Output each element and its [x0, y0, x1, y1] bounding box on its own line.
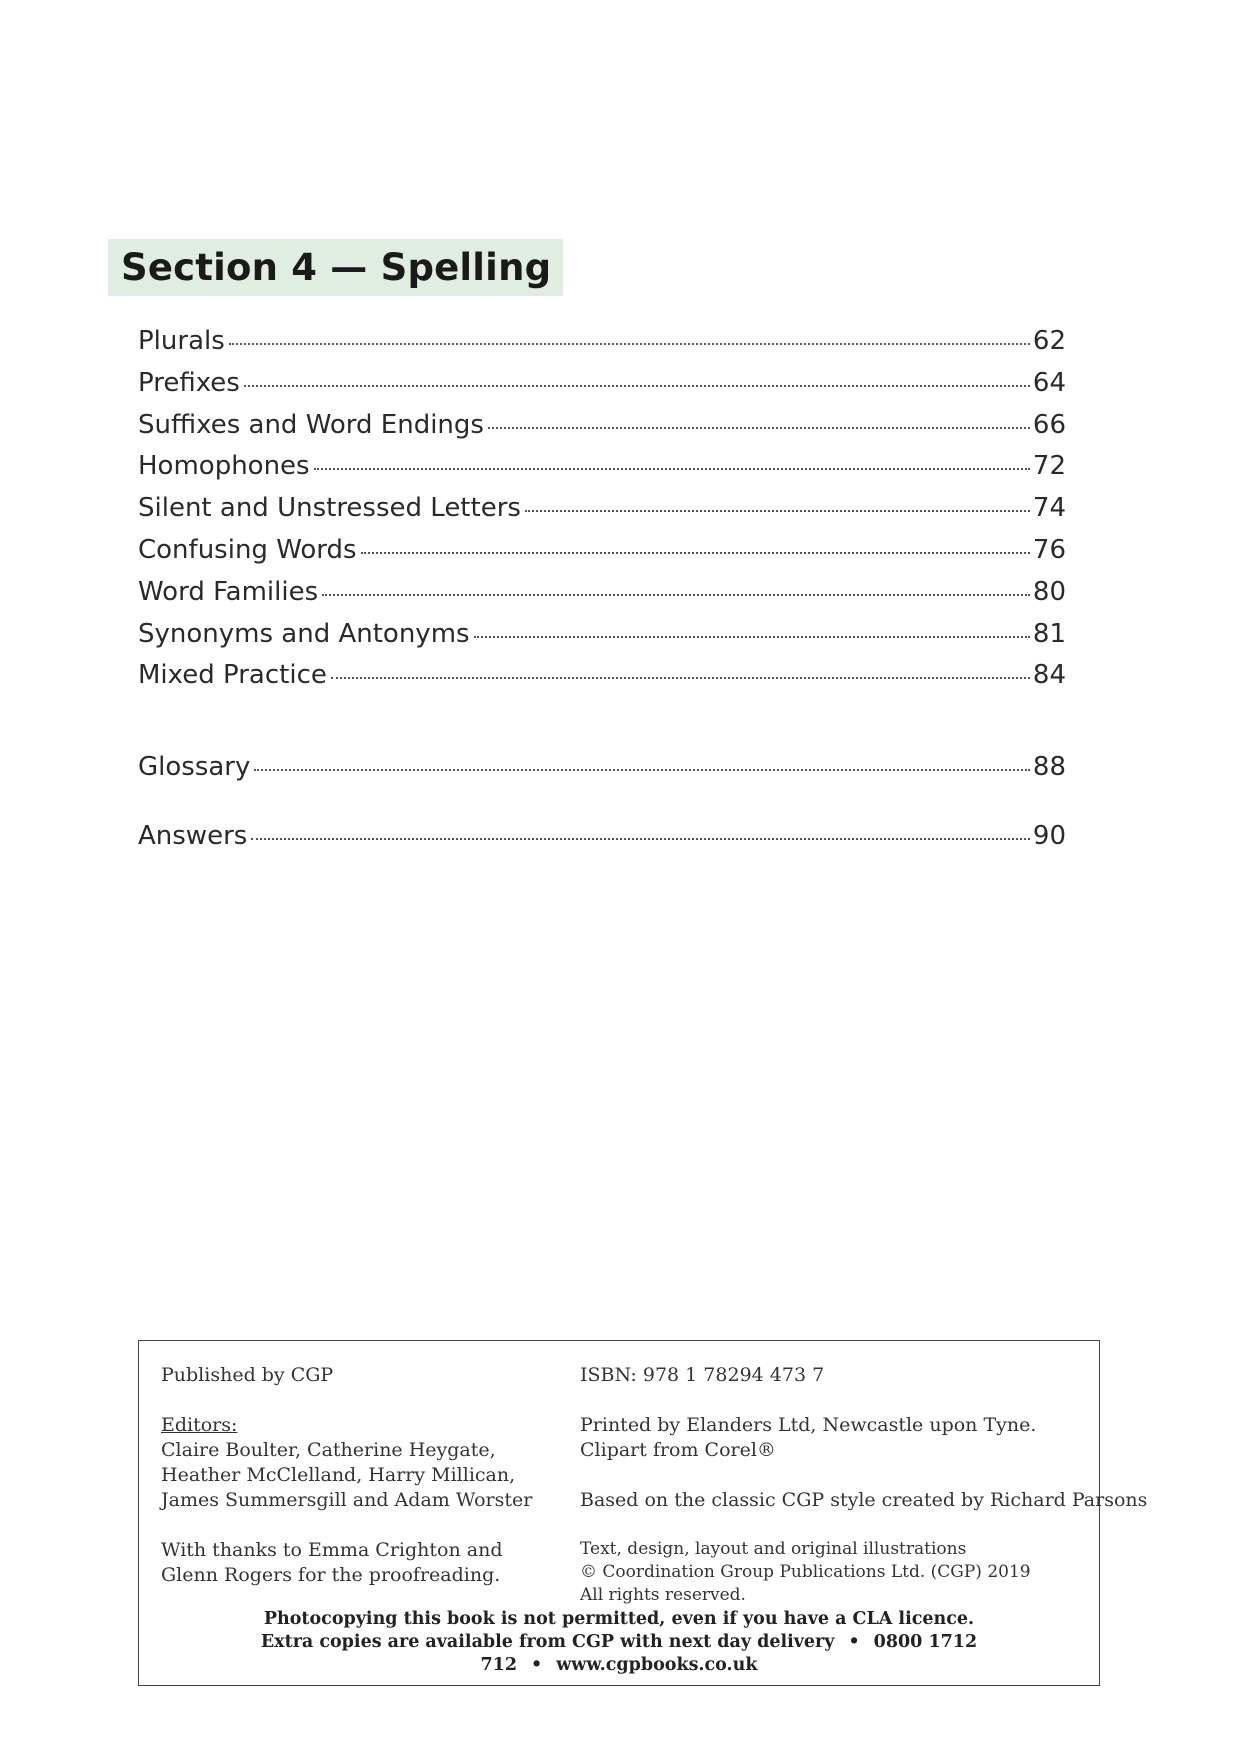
website-link[interactable]: www.cgpbooks.co.uk	[556, 1655, 758, 1675]
toc-entry-label: Answers	[138, 821, 248, 851]
photocopy-notice: Photocopying this book is not permitted, even if you have a CLA licence.	[263, 1609, 975, 1629]
toc-entry-confusing-words[interactable]	[138, 535, 1066, 577]
toc-entry-word-families[interactable]	[138, 577, 1066, 619]
imprint-right-column	[580, 1363, 1148, 1632]
dot-leader	[474, 636, 1030, 638]
dot-leader	[488, 427, 1030, 429]
isbn: ISBN: 978 1 78294 473 7	[580, 1364, 825, 1386]
isbn-block	[580, 1363, 1090, 1388]
toc-entry-page: 90	[1032, 821, 1066, 851]
imprint-footer	[139, 1608, 1099, 1677]
bullet-separator: •	[848, 1632, 860, 1652]
clipart-credit: Clipart from Corel®	[580, 1439, 776, 1461]
toc-entry-page: 72	[1032, 451, 1066, 482]
publisher-line	[161, 1363, 561, 1388]
editors-line: James Summersgill and Adam Worster	[161, 1489, 533, 1511]
order-line	[139, 1631, 1099, 1677]
toc-entry-plurals[interactable]	[138, 326, 1066, 368]
phone-number: 0800 1712 712	[480, 1632, 978, 1675]
thanks-block	[161, 1538, 561, 1588]
extra-copies-text: Extra copies are available from CGP with next day delivery	[260, 1632, 835, 1652]
toc-entry-label: Word Families	[138, 576, 319, 607]
imprint-box	[138, 1340, 1148, 1686]
toc-entry-suffixes[interactable]	[138, 410, 1066, 452]
dot-leader	[322, 594, 1030, 596]
printer-block	[580, 1413, 1090, 1463]
toc-entry-answers[interactable]	[138, 821, 1066, 863]
toc-entry-page: 80	[1032, 576, 1066, 607]
dot-leader	[361, 552, 1030, 554]
toc-entry-prefixes[interactable]	[138, 368, 1066, 410]
toc-entry-label: Prefixes	[138, 367, 240, 398]
copyright-block	[580, 1538, 1090, 1607]
toc-entry-label: Confusing Words	[138, 534, 357, 565]
copyright-line: © Coordination Group Publications Ltd. (CGP) 2019	[580, 1562, 1031, 1582]
table-of-contents	[138, 326, 1066, 702]
thanks-line: Glenn Rogers for the proofreading.	[161, 1564, 501, 1586]
printed-by: Printed by Elanders Ltd, Newcastle upon Tyne.	[580, 1414, 1037, 1436]
dot-leader	[525, 510, 1030, 512]
toc-entry-page: 81	[1032, 618, 1066, 649]
dot-leader	[331, 677, 1030, 679]
toc-entry-homophones[interactable]	[138, 451, 1066, 493]
dot-leader	[314, 468, 1030, 470]
copyright-line: All rights reserved.	[580, 1585, 746, 1605]
toc-entry-label: Mixed Practice	[138, 660, 327, 691]
bullet-separator: •	[531, 1655, 543, 1675]
toc-answers-section	[138, 821, 1066, 863]
dot-leader	[229, 343, 1030, 345]
dot-leader	[244, 385, 1030, 387]
toc-entry-synonyms[interactable]	[138, 619, 1066, 661]
based-on-block	[580, 1488, 1148, 1513]
copyright-line: Text, design, layout and original illustrations	[580, 1539, 967, 1559]
editors-line: Claire Boulter, Catherine Heygate,	[161, 1439, 496, 1461]
section-title: Section 4 — Spelling	[108, 239, 563, 296]
toc-entry-mixed-practice[interactable]	[138, 660, 1066, 702]
editors-heading: Editors:	[161, 1414, 238, 1436]
based-on: Based on the classic CGP style created by Richard Parsons	[580, 1489, 1148, 1511]
toc-glossary-section	[138, 752, 1066, 794]
dot-leader	[251, 838, 1030, 840]
thanks-line: With thanks to Emma Crighton and	[161, 1539, 503, 1561]
toc-entry-label: Silent and Unstressed Letters	[138, 493, 521, 524]
toc-entry-page: 84	[1032, 660, 1066, 691]
toc-entry-page: 64	[1032, 367, 1066, 398]
toc-entry-page: 76	[1032, 534, 1066, 565]
published-by: Published by CGP	[161, 1364, 334, 1386]
imprint-left-column	[161, 1363, 561, 1613]
toc-entry-glossary[interactable]	[138, 752, 1066, 794]
toc-entry-label: Plurals	[138, 326, 225, 356]
toc-entry-silent-letters[interactable]	[138, 493, 1066, 535]
toc-entry-label: Homophones	[138, 451, 310, 482]
toc-entry-page: 74	[1032, 493, 1066, 524]
editors-line: Heather McClelland, Harry Millican,	[161, 1464, 516, 1486]
toc-entry-page: 62	[1032, 326, 1066, 356]
dot-leader	[254, 769, 1030, 771]
toc-entry-label: Glossary	[138, 752, 251, 782]
toc-entry-page: 66	[1032, 409, 1066, 440]
toc-entry-label: Synonyms and Antonyms	[138, 618, 470, 649]
toc-entry-label: Suffixes and Word Endings	[138, 409, 484, 440]
toc-entry-page: 88	[1032, 752, 1066, 782]
editors-block	[161, 1413, 561, 1513]
